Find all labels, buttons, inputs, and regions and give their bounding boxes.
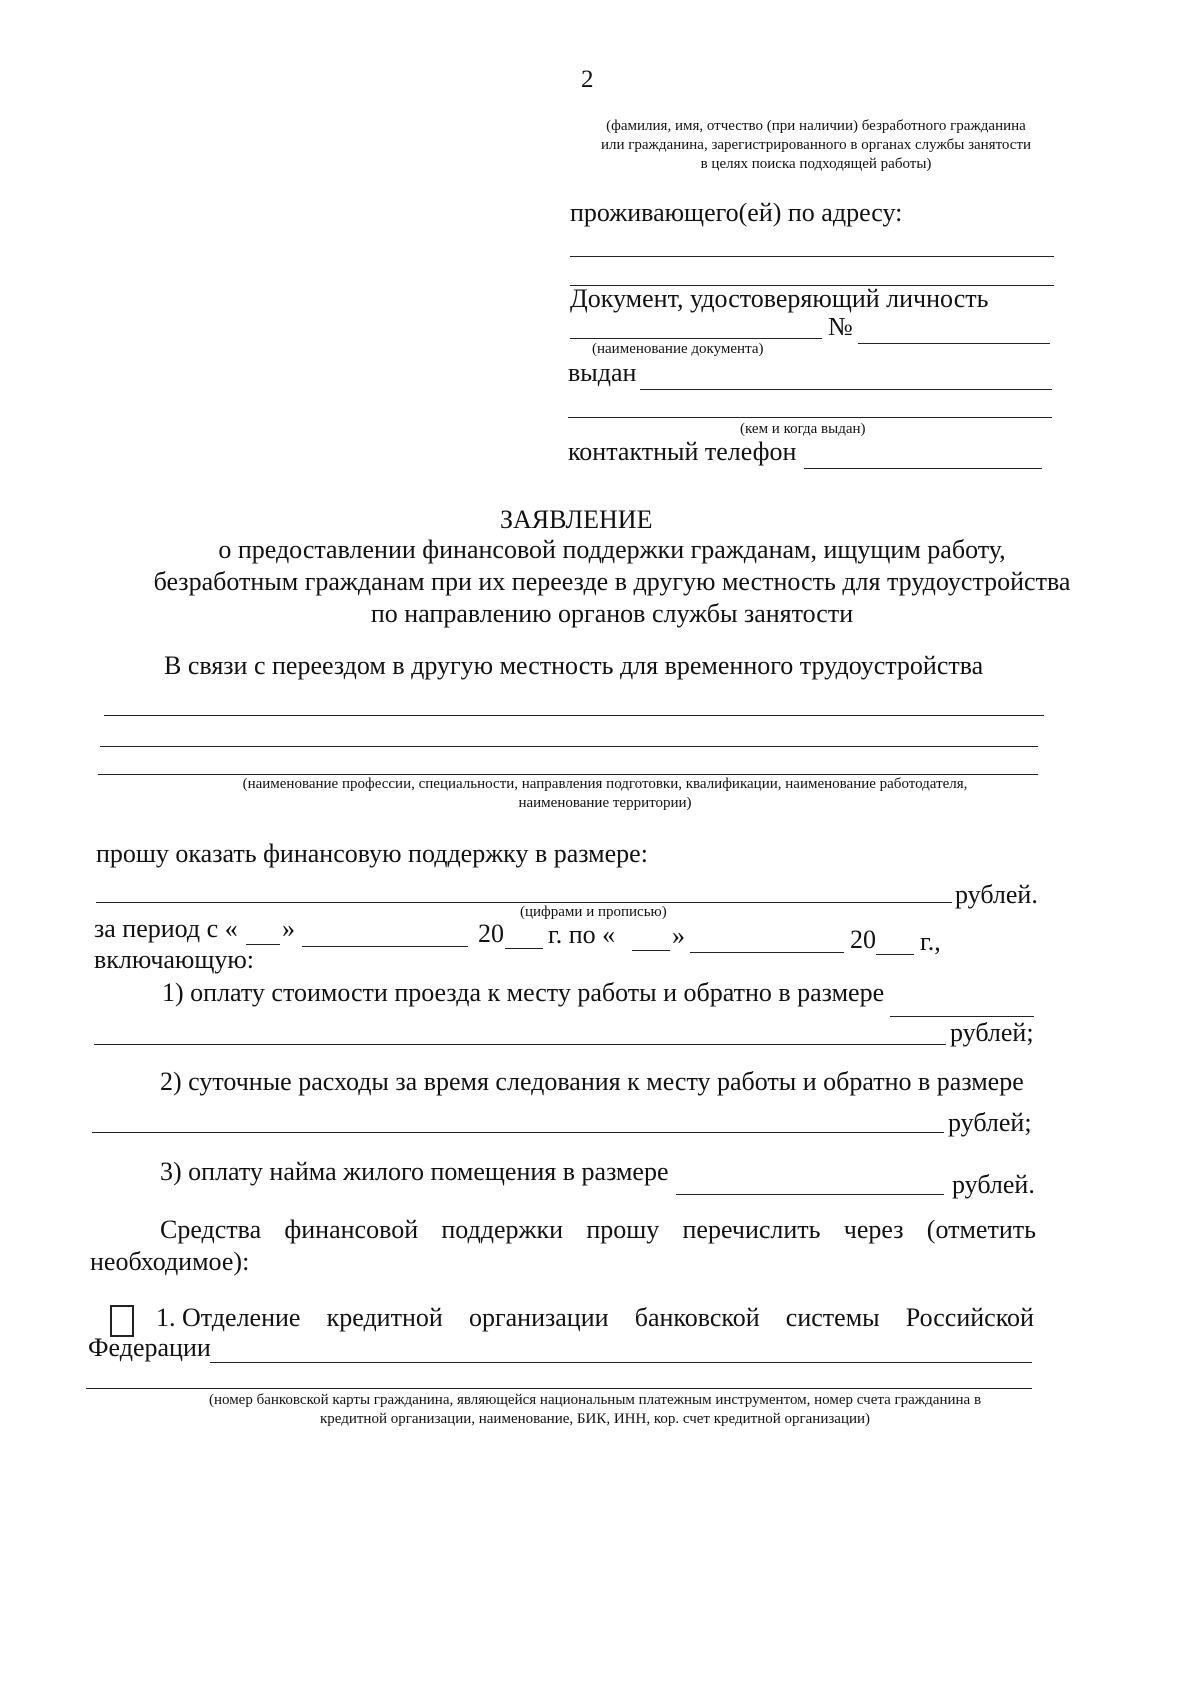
address-line-1[interactable] <box>570 256 1054 257</box>
page-number: 2 <box>581 66 594 93</box>
profession-caption-line: (наименование профессии, специальности, направления подготовки, квалификации, наименование работодателя, <box>242 776 968 792</box>
profession-line-1[interactable] <box>104 715 1044 716</box>
profession-caption <box>100 775 1110 813</box>
title-line: по направлению органов службы занятости <box>370 599 854 628</box>
id-document-label: Документ, удостоверяющий личность <box>570 284 989 313</box>
period-to-day-line[interactable] <box>632 950 670 951</box>
document-number-line[interactable] <box>858 343 1050 344</box>
transfer-word: поддержки <box>441 1215 564 1244</box>
amount-caption: (цифрами и прописью) <box>520 904 667 920</box>
phone-label: контактный телефон <box>568 437 797 466</box>
transfer-text <box>160 1215 1036 1245</box>
period-year-prefix-2: 20 <box>850 925 876 954</box>
option-1-word: кредитной <box>326 1303 443 1332</box>
option-1-word: системы <box>785 1303 880 1332</box>
option-1-text <box>156 1303 1034 1333</box>
issued-label: выдан <box>568 358 637 387</box>
issued-by-caption: (кем и когда выдан) <box>740 421 866 437</box>
transfer-word: через <box>843 1215 904 1244</box>
address-label: проживающего(ей) по адресу: <box>570 198 903 227</box>
transfer-word: перечислить <box>682 1215 821 1244</box>
request-text: прошу оказать финансовую поддержку в размере: <box>96 839 648 868</box>
issued-line-1[interactable] <box>640 389 1052 390</box>
including-label: включающую: <box>94 945 255 974</box>
period-to-month-line[interactable] <box>690 952 844 953</box>
period-year-end: г., <box>920 927 941 956</box>
period-close-quote-2: » <box>672 921 685 950</box>
option-1-word: организации <box>468 1303 609 1332</box>
title-description <box>100 534 1124 630</box>
fio-caption-line: или гражданина, зарегистрированного в органах службы занятости <box>600 137 1032 153</box>
transfer-word: финансовой <box>284 1215 419 1244</box>
period-year-prefix: 20 <box>478 919 504 948</box>
option-1-word: Российской <box>905 1303 1034 1332</box>
item-2-amount-line[interactable] <box>92 1132 944 1133</box>
profession-line-2[interactable] <box>100 746 1038 747</box>
amount-rubles: рублей. <box>955 880 1038 909</box>
period-to-label: г. по « <box>548 920 616 949</box>
bank-details-line-1[interactable] <box>210 1362 1032 1363</box>
period-close-quote: » <box>282 914 295 943</box>
document-name-line[interactable] <box>570 338 822 339</box>
title-line: безработным гражданам при их переезде в другую местность для трудоустройства <box>153 567 1071 596</box>
period-from-label: за период с « <box>94 914 238 943</box>
bank-details-line-2[interactable] <box>86 1388 1032 1389</box>
bank-caption-line: (номер банковской карты гражданина, являющейся национальным платежным инструментом, номер счета гражданина в <box>208 1392 982 1408</box>
transfer-word: (отметить <box>926 1215 1036 1244</box>
item-3-rubles: рублей. <box>952 1170 1035 1199</box>
fio-caption <box>572 117 1060 174</box>
issued-line-2[interactable] <box>568 417 1052 418</box>
option-1-word: 1. Отделение <box>156 1303 301 1332</box>
transfer-text-line-2: необходимое): <box>90 1247 250 1276</box>
item-1-amount-line[interactable] <box>890 1016 1034 1017</box>
transfer-word: прошу <box>586 1215 660 1244</box>
item-1-text: 1) оплату стоимости проезда к месту работы и обратно в размере <box>162 978 885 1007</box>
period-to-year-line[interactable] <box>876 954 914 955</box>
transfer-word: Средства <box>160 1215 262 1244</box>
option-1-word: банковской <box>634 1303 760 1332</box>
title-line: о предоставлении финансовой поддержки гражданам, ищущим работу, <box>218 535 1006 564</box>
relocation-text: В связи с переездом в другую местность для временного трудоустройства <box>164 651 984 680</box>
profession-caption-line: наименование территории) <box>518 795 692 811</box>
fio-caption-line: (фамилия, имя, отчество (при наличии) безработного гражданина <box>606 118 1026 134</box>
period-from-month-line[interactable] <box>302 946 468 947</box>
item-2-text: 2) суточные расходы за время следования к месту работы и обратно в размере <box>160 1067 1024 1096</box>
bank-details-caption <box>90 1391 1100 1429</box>
option-1-text-line-2: Федерации <box>88 1333 211 1362</box>
item-3-text: 3) оплату найма жилого помещения в размере <box>160 1157 669 1186</box>
item-3-amount-line[interactable] <box>676 1194 944 1195</box>
item-1-rubles: рублей; <box>950 1018 1034 1047</box>
item-1-amount-line-2[interactable] <box>94 1044 946 1045</box>
fio-caption-line: в целях поиска подходящей работы) <box>700 156 932 172</box>
phone-line[interactable] <box>804 468 1042 469</box>
number-sign: № <box>828 312 853 341</box>
document-name-caption: (наименование документа) <box>592 341 764 357</box>
document-title: ЗАЯВЛЕНИЕ <box>500 505 653 534</box>
item-2-rubles: рублей; <box>948 1108 1032 1137</box>
bank-caption-line: кредитной организации, наименование, БИК, ИНН, кор. счет кредитной организации) <box>319 1411 871 1427</box>
period-from-year-line[interactable] <box>505 948 543 949</box>
